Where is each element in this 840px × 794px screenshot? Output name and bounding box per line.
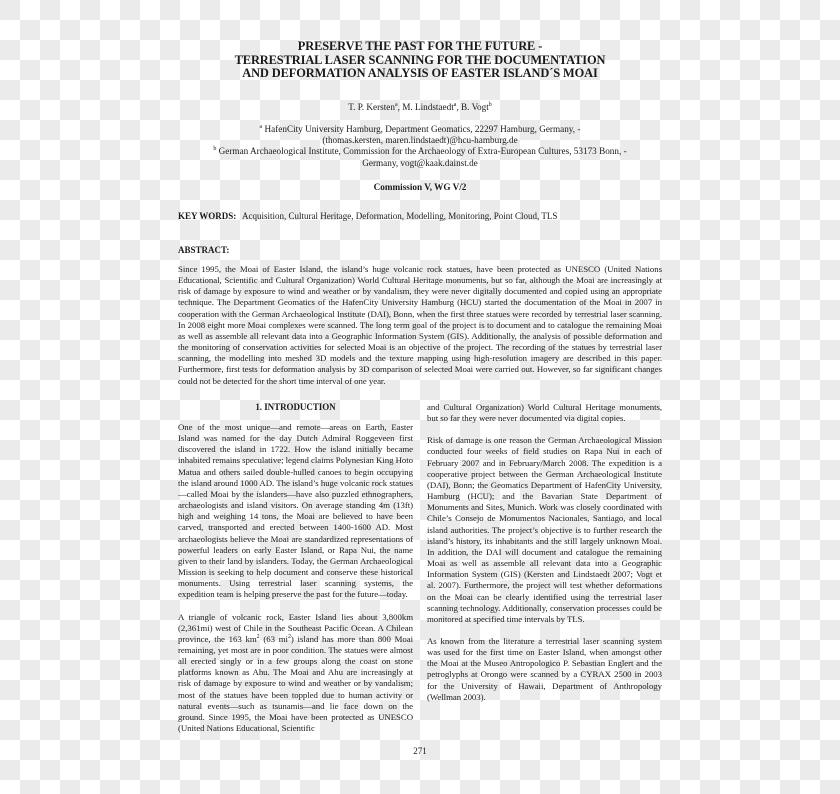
paragraph: and Cultural Organization) World Cultural Heritage monuments, but so far they were never documented via digital copies. <box>427 402 662 424</box>
text-run: A triangle of volcanic rock, Easter Island lies about 3,800km (2,361mi) west of Chile in the Southeast Pacific Ocean. A Chilean province, the 163 km <box>178 611 413 644</box>
paragraph: One of the most unique—and remote—areas on Earth, Easter Island was named for the day Dutch Admiral Roggeveen first discovered the island in 1722. How the island initially became inhabited remains speculative; legend claims Polynesian King Hoto Matua and others sailed double-hulled canoes to begin occupying the island around 1000 AD. The island’s huge volcanic rock statues—called Moai by the islanders—have also puzzled ethnographers, archaeologists and island visitors. On average standing 4m (13ft) high and weighing 14 tons, the Moai are believed to have been carved, transported and erected between 1400-1600 AD. Most archaeologists believe the Moai are standardized representations of powerful leaders on early Easter Island, or Rapa Nui, the name given to their land by islanders. Today, the German Archaeological Mission is seeking to help document and conserve these historical monuments. Using terrestrial laser scanning systems, the expedition team is helping preserve the past for the future—today. <box>178 422 413 600</box>
affiliation-a-line1 <box>172 124 668 135</box>
affiliation-mark: a <box>259 124 263 130</box>
affiliation-mark: b <box>213 146 217 153</box>
author-affiliation-mark: a <box>453 102 457 108</box>
affiliation-text: German Archaeological Institute, Commission for the Archaeology of Extra-European Cultures, 53173 Bonn, - <box>218 146 627 157</box>
superscript: 2 <box>256 633 260 640</box>
page-number: 271 <box>413 746 427 756</box>
paper-page <box>178 0 662 794</box>
paragraph: Risk of damage is one reason the German Archaeological Mission conducted four weeks of field studies on Rapa Nui in each of February 2007 and in February/March 2008. The expedition is a cooperative project between the German Archaeological Institute (DAI), Bonn; the Geomatics Department of HafenCity University, Hamburg (HCU); and the Bavarian State Department of Monuments and Sites, Munich. Work was closely coordinated with Chile’s Consejo de Monumentos Nacionales, Santiago, and local island authorities. The project’s objective is to further research the island’s history, its inhabitants and the still largely unknown Moai. In addition, the DAI will document and catalogue the remaining Moai as well as assemble all relevant data into a Geographic Information System (GIS) (Kersten and Lindstaedt 2007; Vogt et al. 2007). Furthermore, the project will test whether deformations on the Moai can be clearly identified using the terrestrial laser scanning technology. Additionally, conservation processes could be monitored at specified time intervals by TLS. <box>427 435 662 624</box>
author-affiliation-mark: a <box>394 102 398 108</box>
title-line: AND DEFORMATION ANALYSIS OF EASTER ISLAND´S MOAI <box>242 66 598 81</box>
right-column <box>427 402 662 714</box>
superscript: 2 <box>287 633 291 640</box>
keywords-value: Acquisition, Cultural Heritage, Deformation, Modelling, Monitoring, Point Cloud, TLS <box>242 211 558 221</box>
author-affiliation-mark: b <box>488 102 492 108</box>
keywords-label: KEY WORDS: <box>178 211 237 221</box>
abstract-heading: ABSTRACT: <box>178 245 230 255</box>
left-column <box>178 402 413 745</box>
abstract-text: Since 1995, the Moai of Easter Island, the island’s huge volcanic rock statues, have been protected as UNESCO (United Nations Educational, Scientific and Cultural Organization) World Cultural Heritage monuments, but so far, although the Moai are increasingly at risk of damage by exposure to wind and weather or by vandalism, they were never digitally documented and copied using an appropriate technique. The Department Geomatics of the HafenCity University Hamburg (HCU) started the documentation of the Moai in 2007 in cooperation with the German Archaeological Institute (DAI), Bonn, when the first three statues were recorded by terrestrial laser scanning. In 2008 eight more Moai complexes were scanned. The long term goal of the project is to document and to catalogue the remaining Moai as well as assemble all relevant data into a Geographic Information System (GIS). Additionally, the analysis of possible deformation and the monitoring of conservation activities for selected Moai is an objective of the project. The recording of the statues by terrestrial laser scanning, the modelling into meshed 3D models and the texture mapping using high-resolution imagery are described in this paper. Furthermore, first tests for deformation analysis by 3D comparison of selected Moai were carried out. However, so far significant changes could not be detected for the short time interval of one year. <box>178 264 662 386</box>
paragraph: As known from the literature a terrestrial laser scanning system was used for the first time on Easter Island, when amongst other the Moai at the Museo Antropologico P. Sebastian Englert and the petroglyphs at Orongo were scanned by a CYRAX 2500 in 2003 for the University of Hawaii, Department of Anthropology (Wellman 2003). <box>427 635 662 702</box>
section-heading-introduction: 1. INTRODUCTION <box>255 402 336 412</box>
keywords <box>178 211 662 221</box>
author-name: B. Vogt <box>461 102 489 112</box>
affiliation-b-line1 <box>172 146 668 157</box>
affiliation-b-line2: Germany, vogt@kaak.dainst.de <box>362 157 478 168</box>
affiliations <box>172 124 668 169</box>
author-name: T. P. Kersten <box>348 102 395 112</box>
author-list: T. P. Kersten$^a$, M. Lindstaedt$^a$, B. Vogt$^b$ <box>348 102 492 112</box>
affiliation-text: HafenCity University Hamburg, Department Geomatics, 22297 Hamburg, Germany, - <box>264 124 581 134</box>
title-line: PRESERVE THE PAST FOR THE FUTURE - <box>297 39 543 53</box>
text-run: (63 mi <box>259 633 288 644</box>
commission-label: Commission V, WG V/2 <box>373 182 467 192</box>
paragraph <box>178 612 413 735</box>
title-line: TERRESTRIAL LASER SCANNING FOR THE DOCUMENTATION <box>234 52 606 67</box>
text-run: ) island has more than 800 Moai remaining, yet most are in poor condition. The statues were almost all erected singly or in a few groups along the coast on stone platforms known as Ahu. The Moai and Ahu are increasingly at risk of damage by exposure to wind and weather or by vandalism; most of the statues have been toppled due to human activity or natural events—such as tsunamis—and lie face down on the ground. Since 1995, the Moai have been protected as UNESCO (United Nations Educational, Scientific <box>178 633 413 734</box>
paper-title <box>178 40 662 81</box>
author-name: M. Lindstaedt <box>402 102 454 112</box>
affiliation-a-line2: (thomas.kersten, maren.lindstaedt)@hcu-hamburg.de <box>322 135 518 146</box>
